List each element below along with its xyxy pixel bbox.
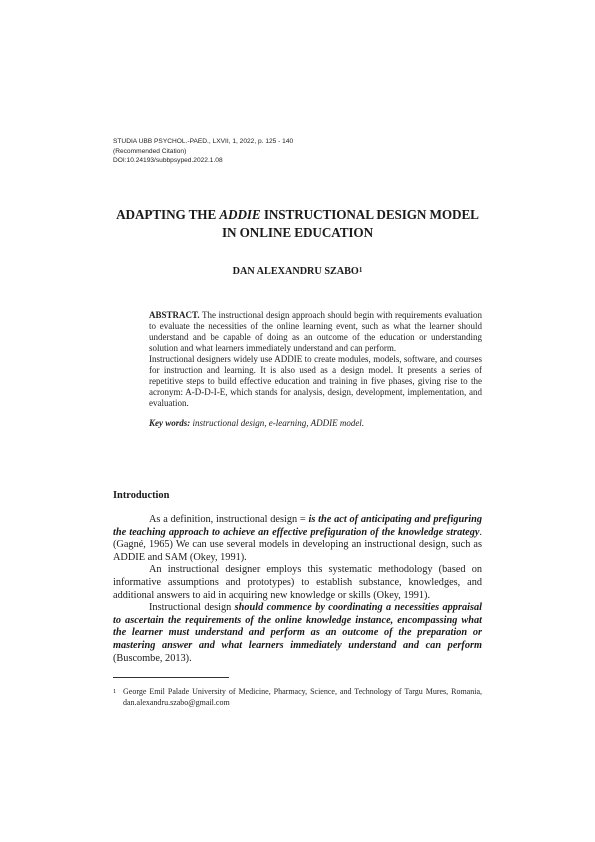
paper-title xyxy=(100,206,495,242)
journal-reference: STUDIA UBB PSYCHOL.-PAED., LXVII, 1, 2022, p. 125 - 140 xyxy=(113,138,294,145)
footnote-text: George Emil Palade University of Medicine, Pharmacy, Science, and Technology of Targu Mures, Romania, dan.alexandru.szabo@gmail.com xyxy=(123,687,482,707)
title-line-2: IN ONLINE EDUCATION xyxy=(222,225,373,240)
keywords-label: Key words: xyxy=(149,418,191,428)
recommended-citation: (Recommended Citation) xyxy=(113,147,187,155)
author-name: DAN ALEXANDRU SZABO$^1$ xyxy=(232,266,363,277)
title-line-1: ADAPTING THE ADDIE INSTRUCTIONAL DESIGN MODEL xyxy=(116,207,479,222)
abstract-paragraph-1: ABSTRACT. The instructional design approach should begin with requirements evaluation to evaluate the necessities of the online learning event, such as what the learner should understand and be capable of doing as an outcome of the education or understanding solution and what learners immediately understand and can perform. xyxy=(149,310,482,353)
body-text xyxy=(113,514,482,665)
keywords xyxy=(149,418,482,429)
doi: DOI:10.24193/subbpsyped.2022.1.08 xyxy=(113,157,223,164)
title-italic-addie: ADDIE xyxy=(219,207,261,222)
footnote xyxy=(113,686,482,708)
section-heading-introduction: Introduction xyxy=(113,490,170,501)
citation-header xyxy=(113,137,413,166)
keywords-value: instructional design, e-learning, ADDIE model. xyxy=(190,418,365,428)
footnote-divider xyxy=(113,677,229,678)
author-footnote-marker: 1 xyxy=(358,266,363,274)
body-paragraph-3: Instructional design should commence by coordinating a necessities appraisal to ascertain the requirements of the online knowledge instance, encompassing what the learner must understand and perform as an outcome of the preparation or mastering answer and what learners immediately understand and can perform (Buscombe, 2013). xyxy=(113,602,482,664)
body-paragraph-2: An instructional designer employs this systematic methodology (based on informative assumptions and prototypes) to establish substance, knowledges, and additional answers to aid in acquiring new knowledge or skills (Okey, 1991). xyxy=(113,564,482,601)
abstract xyxy=(149,310,482,429)
abstract-paragraph-2: Instructional designers widely use ADDIE to create modules, models, software, and courses for instruction and learning. It is also used as a design model. It presents a series of repetitive steps to build effective education and training in five phases, giving rise to the acronym: A-D-D-I-E, which stands for analysis, design, development, implementation, and evaluation. xyxy=(149,354,482,408)
abstract-label: ABSTRACT. xyxy=(149,310,200,320)
footnote-number: 1 xyxy=(113,688,117,695)
body-paragraph-1: As a definition, instructional design = is the act of anticipating and prefiguring the teaching approach to achieve an effective prefiguration of the knowledge strategy. (Gagné, 1965) We can use several models in developing an instructional design, such as ADDIE and SAM (Okey, 1991). xyxy=(113,514,482,563)
